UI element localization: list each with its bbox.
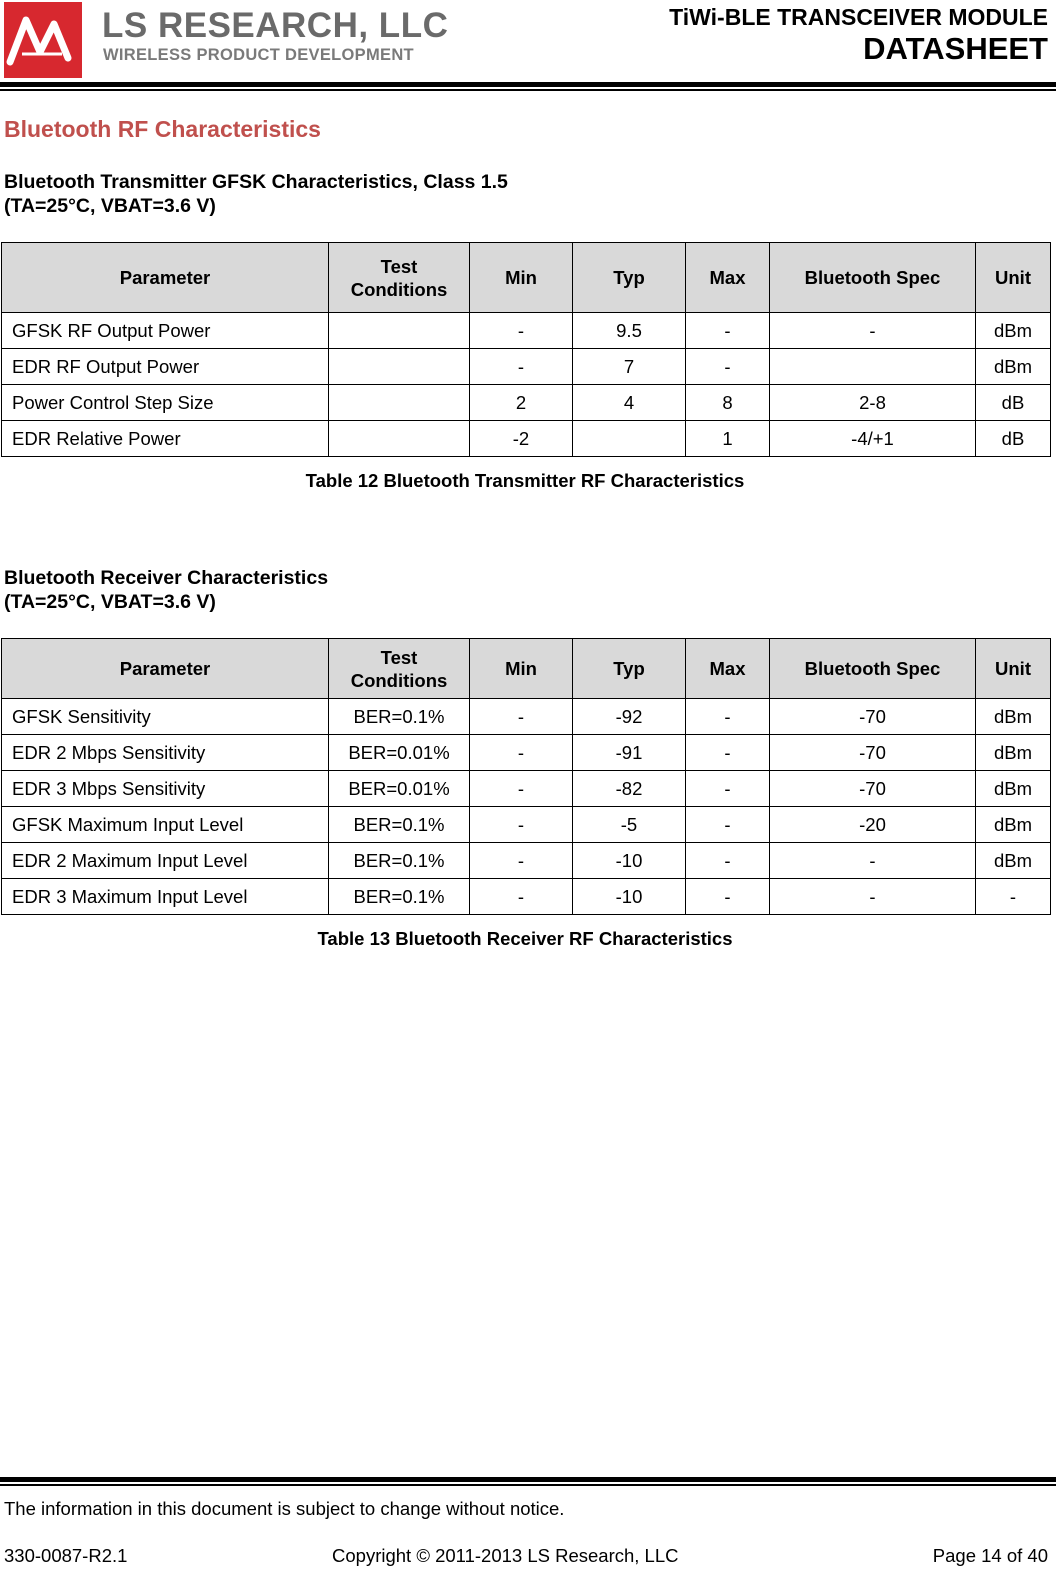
column-header: Max [686, 639, 770, 699]
receiver-heading-line1: Bluetooth Receiver Characteristics [4, 567, 329, 589]
page-number: Page 14 of 40 [932, 1545, 1048, 1566]
table-cell: EDR RF Output Power [2, 349, 329, 385]
table-header-row [2, 243, 1051, 313]
table-row [2, 421, 1051, 457]
table-cell: BER=0.1% [329, 699, 470, 735]
table-cell: - [470, 843, 573, 879]
table-cell: BER=0.01% [329, 735, 470, 771]
company-logo [4, 2, 449, 78]
table-cell: -92 [573, 699, 686, 735]
column-header: Min [470, 639, 573, 699]
table-cell: - [686, 349, 770, 385]
table-row [2, 313, 1051, 349]
table-cell: dBm [976, 349, 1051, 385]
table-cell: -10 [573, 843, 686, 879]
table-cell [329, 313, 470, 349]
ls-research-logo-icon [4, 2, 82, 78]
transmitter-table [1, 242, 1051, 457]
document-title-type: DATASHEET [863, 31, 1048, 66]
table-cell: - [470, 313, 573, 349]
section-title: Bluetooth RF Characteristics [4, 116, 321, 142]
page-header [0, 0, 1056, 90]
column-header: Min [470, 243, 573, 313]
transmitter-heading-line1: Bluetooth Transmitter GFSK Characteristics, Class 1.5 [4, 171, 508, 193]
table-cell: dBm [976, 313, 1051, 349]
table-cell: dBm [976, 771, 1051, 807]
table-cell: - [686, 807, 770, 843]
table-cell: -20 [770, 807, 976, 843]
table-cell: - [470, 771, 573, 807]
table-header-row [2, 639, 1051, 699]
column-header: Typ [573, 639, 686, 699]
receiver-table [1, 638, 1051, 915]
table-cell: 2-8 [770, 385, 976, 421]
table-cell: 8 [686, 385, 770, 421]
header-divider-thin [0, 89, 1056, 91]
receiver-heading [4, 566, 328, 614]
table-row [2, 879, 1051, 915]
table-cell: - [470, 349, 573, 385]
table-cell: EDR 3 Maximum Input Level [2, 879, 329, 915]
table-cell [329, 349, 470, 385]
table-cell: -70 [770, 735, 976, 771]
document-number: 330-0087-R2.1 [4, 1545, 128, 1566]
table-cell: dBm [976, 843, 1051, 879]
table-cell: -10 [573, 879, 686, 915]
table-cell: dBm [976, 807, 1051, 843]
column-header: Max [686, 243, 770, 313]
table-cell: BER=0.1% [329, 843, 470, 879]
table-cell: - [770, 879, 976, 915]
logo-company-name: LS RESEARCH, LLC [102, 6, 449, 45]
table-row [2, 349, 1051, 385]
footer-divider-thick [0, 1477, 1056, 1482]
copyright-notice: Copyright © 2011-2013 LS Research, LLC [332, 1545, 679, 1566]
table-row [2, 385, 1051, 421]
table-cell: 2 [470, 385, 573, 421]
table-cell: 9.5 [573, 313, 686, 349]
footer-divider-thin [0, 1484, 1056, 1486]
table-cell: dB [976, 385, 1051, 421]
table-cell: EDR Relative Power [2, 421, 329, 457]
table-cell: - [686, 699, 770, 735]
transmitter-table-caption: Table 12 Bluetooth Transmitter RF Characteristics [305, 470, 745, 491]
table-cell: - [470, 699, 573, 735]
table-cell [329, 385, 470, 421]
table-cell: - [686, 735, 770, 771]
table-cell: GFSK RF Output Power [2, 313, 329, 349]
table-cell: -82 [573, 771, 686, 807]
column-header: Bluetooth Spec [770, 243, 976, 313]
table-cell: - [686, 771, 770, 807]
table-cell [770, 349, 976, 385]
table-cell: GFSK Maximum Input Level [2, 807, 329, 843]
table-cell: 4 [573, 385, 686, 421]
table-cell [329, 421, 470, 457]
column-header: Bluetooth Spec [770, 639, 976, 699]
table-row [2, 771, 1051, 807]
table-cell: dBm [976, 699, 1051, 735]
column-header: Unit [976, 639, 1051, 699]
footer-notice: The information in this document is subject to change without notice. [4, 1498, 565, 1519]
table-row [2, 699, 1051, 735]
column-header: Unit [976, 243, 1051, 313]
table-cell: - [470, 879, 573, 915]
table-cell: -4/+1 [770, 421, 976, 457]
document-title-product: TiWi-BLE TRANSCEIVER MODULE [669, 4, 1048, 30]
table-cell: - [470, 807, 573, 843]
table-cell: - [770, 843, 976, 879]
table-cell: -70 [770, 771, 976, 807]
table-cell [573, 421, 686, 457]
table-cell: dBm [976, 735, 1051, 771]
column-header: Parameter [2, 639, 329, 699]
column-header: Typ [573, 243, 686, 313]
table-cell: - [976, 879, 1051, 915]
table-cell: - [470, 735, 573, 771]
table-cell: 7 [573, 349, 686, 385]
logo-tagline: WIRELESS PRODUCT DEVELOPMENT [103, 46, 414, 64]
table-cell: -5 [573, 807, 686, 843]
table-cell: EDR 2 Maximum Input Level [2, 843, 329, 879]
column-header: Test Conditions [329, 243, 470, 313]
table-cell: BER=0.01% [329, 771, 470, 807]
table-cell: -2 [470, 421, 573, 457]
table-cell: Power Control Step Size [2, 385, 329, 421]
header-divider-thick [0, 82, 1056, 87]
receiver-table-caption: Table 13 Bluetooth Receiver RF Characteristics [317, 928, 733, 949]
transmitter-heading [4, 170, 508, 218]
table-cell: EDR 3 Mbps Sensitivity [2, 771, 329, 807]
receiver-heading-line2: (TA=25°C, VBAT=3.6 V) [4, 591, 216, 613]
table-cell: -91 [573, 735, 686, 771]
table-cell: GFSK Sensitivity [2, 699, 329, 735]
table-cell: 1 [686, 421, 770, 457]
table-row [2, 735, 1051, 771]
transmitter-heading-line2: (TA=25°C, VBAT=3.6 V) [4, 195, 216, 217]
table-cell: -70 [770, 699, 976, 735]
document-title [669, 4, 1048, 67]
table-cell: - [686, 843, 770, 879]
table-cell: - [686, 313, 770, 349]
table-row [2, 807, 1051, 843]
table-cell: - [686, 879, 770, 915]
table-row [2, 843, 1051, 879]
table-cell: dB [976, 421, 1051, 457]
column-header: Parameter [2, 243, 329, 313]
table-cell: EDR 2 Mbps Sensitivity [2, 735, 329, 771]
table-cell: BER=0.1% [329, 879, 470, 915]
column-header: Test Conditions [329, 639, 470, 699]
table-cell: - [770, 313, 976, 349]
table-cell: BER=0.1% [329, 807, 470, 843]
